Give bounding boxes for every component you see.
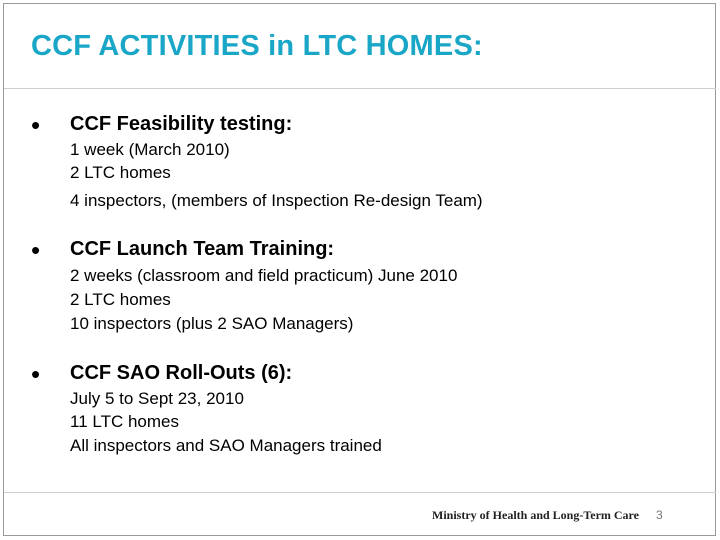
bullet-detail-line: 4 inspectors, (members of Inspection Re-design Team) (70, 191, 483, 210)
bullet-heading: CCF Feasibility testing: (70, 113, 293, 135)
slide-title: CCF ACTIVITIES in LTC HOMES: (31, 30, 483, 62)
bullet-detail-line: 10 inspectors (plus 2 SAO Managers) (70, 314, 354, 333)
bullet-detail-line: 1 week (March 2010) (70, 140, 230, 159)
bullet-detail-line: 2 LTC homes (70, 163, 171, 182)
footer-organization: Ministry of Health and Long-Term Care (432, 508, 639, 522)
title-divider (4, 88, 716, 89)
bullet-marker: • (31, 235, 41, 265)
bullet-heading: CCF Launch Team Training: (70, 238, 335, 260)
bullet-heading: CCF SAO Roll-Outs (6): (70, 362, 293, 384)
bullet-detail-line: All inspectors and SAO Managers trained (70, 436, 382, 455)
bullet-marker: • (31, 110, 41, 140)
bullet-detail-line: 2 LTC homes (70, 290, 171, 309)
bullet-detail-line: 11 LTC homes (70, 412, 179, 431)
bullet-detail-line: July 5 to Sept 23, 2010 (70, 389, 244, 408)
page-number: 3 (656, 508, 663, 522)
footer-divider (4, 492, 716, 493)
bullet-marker: • (31, 359, 41, 389)
bullet-detail-line: 2 weeks (classroom and field practicum) June 2010 (70, 266, 458, 285)
